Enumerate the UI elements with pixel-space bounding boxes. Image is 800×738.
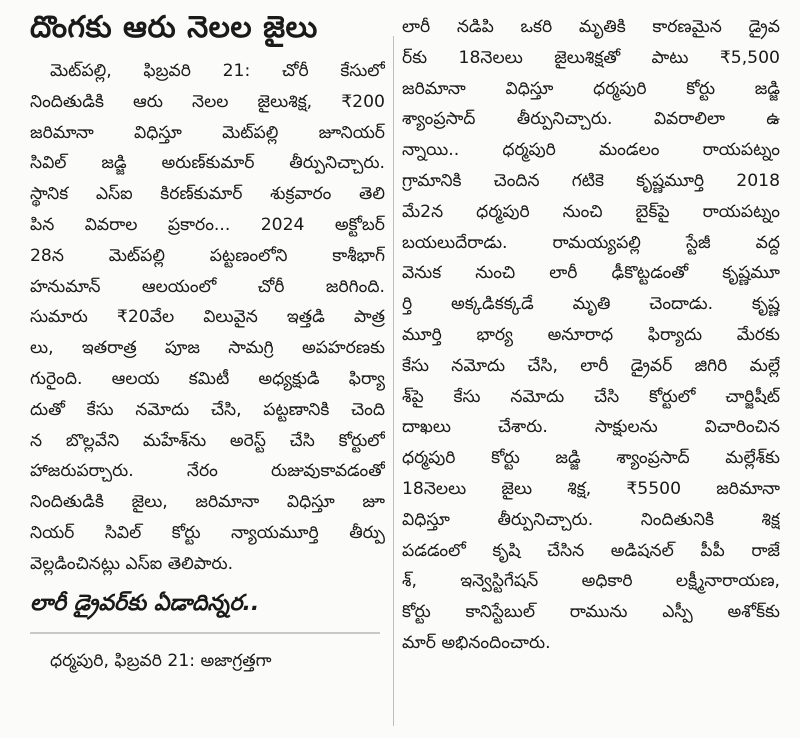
article-line: జరిమానా విధిస్తూ మెట్‌పల్లి జూనియర్ (30, 122, 385, 143)
article-line: స్థానిక ఎస్ఐ కిరణ్‌కుమార్ శుక్రవారం తెలి (30, 184, 385, 205)
article-line: దాఖలు చేశారు. సాక్షులను విచారించిన (402, 417, 780, 438)
article-line: శ్యాంప్రసాద్ తీర్పునిచ్చారు. వివరాలిలా ఉ (402, 109, 780, 130)
article-line: 28న మెట్‌పల్లి పట్టణంలోని కాశీభాగ్ (30, 245, 385, 266)
article-line: కోర్టు కానిస్టేబుల్ రామును ఎస్పీ అశోక్‌కు (402, 602, 780, 623)
divider-rule (30, 632, 380, 634)
column-divider (393, 36, 394, 726)
article-line: న బొల్లవేని మహేశ్‌ను అరెస్ట్ చేసి కోర్టులో (30, 430, 385, 451)
article-line: గ్రామానికి చెందిన గటికె కృష్ణమూర్తి 2018 (402, 170, 780, 191)
left-column (30, 0, 385, 676)
article-line: పడడంలో కృషి చేసిన అడిషనల్ పీపీ రాజే (402, 540, 780, 561)
article-line: ర్తి అక్కడికక్కడే మృతి చెందాడు. కృష్ణ (402, 294, 780, 315)
article-line: మే2న ధర్మపురి నుంచి బైక్‌పై రాయపట్నం (402, 201, 780, 222)
article-line: సివిల్ జడ్జి అరుణ్‌కుమార్ తీర్పునిచ్చారు. (30, 153, 385, 174)
article-line: జరిమానా విధిస్తూ ధర్మపురి కోర్టు జడ్జి (402, 78, 780, 99)
article-line: ర్‌కు 18నెలలు జైలుశిక్షతో పాటు ₹5,500 (402, 47, 780, 68)
article-line: వెల్లడించినట్లు ఎస్ఐ తెలిపారు. (30, 553, 234, 574)
article-line: లు, ఇతరాత్ర పూజ సామగ్రి అపహరణకు (30, 338, 385, 359)
article-body-lorry-start (30, 646, 385, 677)
article-line: వెనుక నుంచి లారీ ఢీకొట్టడంతో కృష్ణమూ (402, 263, 780, 284)
article-line: న్నాయి.. ధర్మపురి మండలం రాయపట్నం (402, 140, 780, 161)
article-line: లారీ నడిపి ఒకరి మృతికి కారణమైన డ్రైవ (402, 17, 780, 37)
article-body-lorry-continued (402, 12, 780, 659)
article-line: మెట్‌పల్లి, ఫిబ్రవరి 21: చోరీ కేసులో (50, 61, 385, 81)
article-line: విధిస్తూ తీర్పునిచ్చారు. నిందితునికి శిక్ష (402, 509, 780, 530)
article-line: బయలుదేరాడు. రామయ్యపల్లి స్టేజీ వద్ద (402, 232, 780, 253)
article-line: హనుమాన్ ఆలయంలో చోరీ జరిగింది. (30, 276, 385, 297)
right-column (402, 12, 780, 659)
article-line: శ్‌పై కేసు నమోదు చేసి కోర్టులో చార్జిషీట్ (402, 386, 780, 407)
article-line: దుతో కేసు నమోదు చేసి, పట్టణానికి చెంది (30, 399, 385, 420)
article-line: కేసు నమోదు చేసి, లారీ డ్రైవర్ జిగిరి మల్లే (402, 355, 780, 376)
article-line: గురైంది. ఆలయ కమిటీ అధ్యక్షుడి ఫిర్యా (30, 368, 385, 389)
article-line: హాజరుపర్చారు. నేరం రుజువుకావడంతో (30, 461, 385, 482)
article-body-thief (30, 56, 385, 580)
article-line: మార్ అభినందించారు. (402, 632, 551, 653)
article-line: పిన వివరాల ప్రకారం... 2024 అక్టోబర్ (30, 214, 385, 235)
article-headline-lorry-driver: లారీ డ్రైవర్‌కు ఏడాదిన్నర.. (30, 590, 260, 616)
article-line: నిందితుడికి జైలు, జరిమానా విధిస్తూ జూ (30, 492, 385, 513)
article-line: ధర్మపురి, ఫిబ్రవరి 21: అజాగ్రత్తగా (50, 650, 272, 671)
article-line: నియర్ సివిల్ కోర్టు న్యాయమూర్తి తీర్పు (30, 522, 385, 543)
article-line: మూర్తి భార్య అనూరాధ ఫిర్యాదు మేరకు (402, 324, 780, 345)
article-line: శ్, ఇన్వెస్టిగేషన్ అధికారి లక్ష్మీనారాయణ, (402, 571, 780, 592)
article-line: 18నెలలు జైలు శిక్ష, ₹5500 జరిమానా (402, 478, 780, 499)
article-line: ధర్మపురి కోర్టు జడ్జి శ్యాంప్రసాద్ మల్లేశ్‌కు (402, 448, 780, 469)
article-line: నిందితుడికి ఆరు నెలల జైలుశిక్ష, ₹200 (30, 91, 385, 112)
article-line: సుమారు ₹20వేల విలువైన ఇత్తడి పాత్ర (30, 307, 385, 328)
article-headline-thief: దొంగకు ఆరు నెలల జైలు (30, 10, 318, 45)
